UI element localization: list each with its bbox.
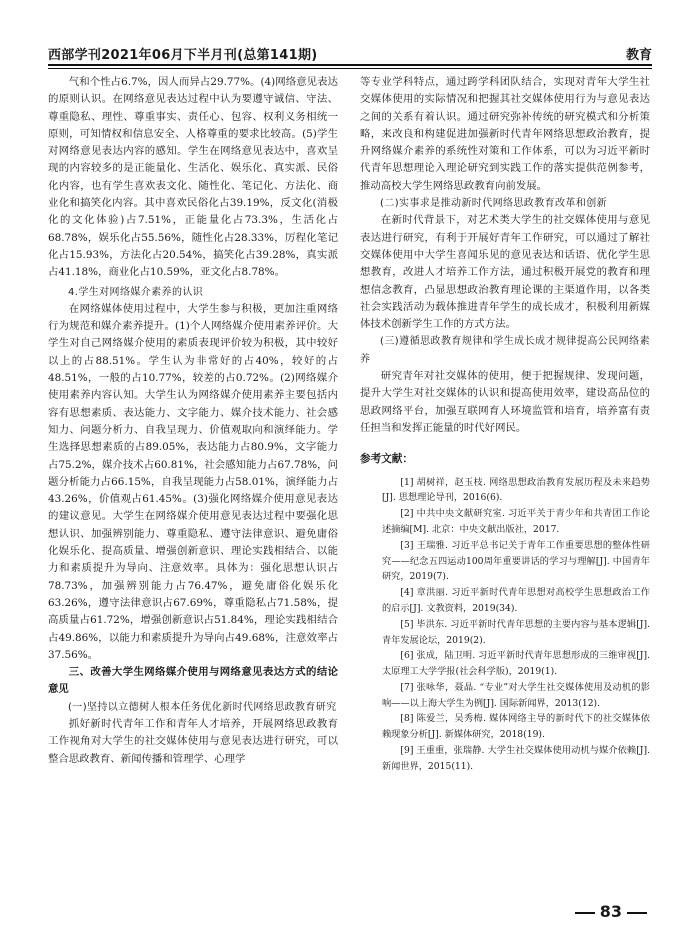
subheading: (二)实事求是推动新时代网络思政教育改革和创新 [380, 198, 608, 210]
footer-dash-right [627, 912, 647, 914]
reference-item: [6] 张成，陆卫明. 习近平新时代青年思想形成的三维审视[J]. 太原理工大学学报(社会科学版)，2019(1). [382, 650, 650, 678]
right-column [360, 74, 650, 775]
left-column [48, 74, 338, 768]
header-rule-thin [48, 68, 652, 69]
page-number: 83 [599, 902, 622, 921]
reference-item: [3] 王瑞雅. 习近平总书记关于青年工作重要思想的整体性研究——纪念五四运动100周年重要讲话的学习与理解[J]. 中国青年研究，2019(7). [382, 539, 650, 583]
body-paragraph: 气和个性占6.7%，因人而异占29.77%。(4)网络意见表达的原则认识。在网络意见表达过程中认为要遵守诚信、守法、尊重隐私、理性、尊重事实、责任心、包容、权利义务相统一原则，可知情权和信息安全、人格尊重的要求比较高。(5)学生对网络意见表达内容的感知。学生在网络意见表达中，喜欢呈现的内容较多的是正能量化、生活化、娱乐化、真实派、民俗化内容，也有学生喜欢表文化、随性化、笔记化、方法化、商业化和搞笑化内容。其中喜欢民俗化占39.19%，反文化(消极化的文化体验)占7.51%，正能量化占73.3%，生活化占68.78%，娱乐化占55.56%，随性化占28.33%，厉程化笔记化占15.93%，方法化占20.54%，搞笑化占39.28%，真实派占41.18%，商业化占10.59%，亚文化占8.78%。 [48, 76, 338, 279]
page-footer [570, 902, 652, 921]
reference-item: [2] 中共中央文献研究室. 习近平关于青少年和共青团工作论述摘编[M]. 北京：中央文献出版社，2017. [382, 508, 650, 535]
reference-item: [8] 陈爱兰，吴秀梅. 媒体网络主导的新时代下的社交媒体依赖现象分析[J]. 新媒体研究，2018(19). [382, 713, 650, 741]
body-paragraph: 研究青年对社交媒体的使用，便于把握规律、发现问题，提升大学生对社交媒体的认识和提高使用效率，建设高品位的思政网络平台，加强互联网育人环境监管和培育，培养富有责任担当和发挥正能量的时代好网民。 [360, 370, 650, 434]
references-title: 参考文献： [360, 453, 413, 466]
body-paragraph: 等专业学科特点，通过跨学科团队结合，实现对青年大学生社交媒体使用的实际情况和把握其社交媒体使用行为与意见表达之间的关系有着认识。通过研究弥补传统的研究模式和分析策略，来改良和构建促进加强新时代青年网络思想政治教育，提升网络媒介素养的系统性对策和工作体系，可以为习近平新时代青年思想理论入理论研究到实践工作的落实提供范例参考，推动高校大学生网络思政教育向前发展。 [360, 76, 650, 192]
body-paragraph: 在新时代背景下，对艺术类大学生的社交媒体使用与意见表达进行研究，有利于开展好青年工作研究，可以通过了解社交媒体使用中大学生喜闻乐见的意见表达和话语、优化学生思想教育，改进人才培养工作方法，通过积极开展党的教育和理想信念教育，凸显思想政治教育理论课的主渠道作用，以各类社会实践活动为载体推进青年学生的成长成才，积极利用新媒体技术创新学生工作的方式方法。 [360, 214, 650, 331]
section-tag: 教育 [625, 48, 652, 63]
section-heading: 三、改善大学生网络媒介使用与网络意见表达方式的结论意见 [48, 666, 338, 696]
subheading: 4.学生对网络媒介素养的认识 [68, 286, 204, 298]
footer-dash-left [575, 912, 595, 914]
subheading: (一)坚持以立德树人根本任务优化新时代网络思政教育研究 [68, 701, 337, 713]
page-header [48, 38, 652, 64]
body-paragraph: 在网络媒体使用过程中，大学生参与积极，更加注重网络行为规范和媒介素养提升。(1)个人网络媒介使用素养评价。大学生对自己网络媒介使用的素质表现评价较为积极，其中较好以上的占88.51%。学生认为非常好的占40%，较好的占48.51%，一般的占10.77%，较差的占0.72%。(2)网络媒介使用素养内容认知。大学生认为网络媒介使用素养主要包括内容有思想素质、表达能力、文字能力、媒介技术能力、社会感知力、问题分析力、自我呈现力、价值观取向和演绎能力。学生选择思想素质的占89.05%，表达能力占80.9%，文字能力占75.2%，媒介技术占60.81%，社会感知能力占67.78%，问题分析能力占66.15%，自我呈现能力占58.01%，演绎能力占43.26%，价值观占61.45%。(3)强化网络媒介使用意见表达的建议意见。大学生在网络媒介使用意见表达过程中要强化思想认识、加强辨别能力、尊重隐私、遵守法律意识、避免庸俗化娱乐化、提高质量、增强创新意识、理论实践相结合、以能力和素质提升为导向、注意效率。具体为：强化思想认识占78.73%，加强辨别能力占76.47%，避免庸俗化娱乐化63.26%，遵守法律意识占67.69%，尊重隐私占71.58%，提高质量占61.72%，增强创新意识占51.84%，理论实践相结合占49.86%，以能力和素质提升为导向占49.68%，注意效率占37.56%。 [48, 302, 338, 661]
header-rule-thick [48, 64, 652, 66]
reference-item: [1] 胡树祥，赵玉枝. 网络思想政治教育发展历程及未来趋势[J]. 思想理论导刊，2016(6). [382, 476, 650, 504]
journal-issue-title: 西部学刊2021年06月下半月刊(总第141期) [48, 48, 318, 63]
subheading: (三)遵循思政教育规律和学生成长成才规律提高公民网络素养 [360, 336, 650, 365]
reference-list [360, 475, 650, 775]
body-paragraph: 抓好新时代青年工作和青年人才培养，开展网络思政教育工作视角对大学生的社交媒体使用与意见表达进行研究，可以整合思政教育、新闻传播和管理学、心理学 [48, 717, 338, 765]
reference-item: [5] 毕洪东. 习近平新时代青年思想的主要内容与基本逻辑[J]. 青年发展论坛，2019(2). [382, 618, 650, 646]
reference-item: [4] 章洪丽. 习近平新时代青年思想对高校学生思想政治工作的启示[J]. 文教资料，2019(34). [382, 587, 650, 614]
reference-item: [9] 王重重，张瑞静. 大学生社交媒体使用动机与媒介依赖[J]. 新闻世界，2015(11). [382, 745, 650, 772]
reference-item: [7] 张咏华，聂晶. “专业”对大学生社交媒体使用及动机的影响——以上海大学生为例[J]. 国际新闻界，2013(12). [382, 681, 650, 709]
